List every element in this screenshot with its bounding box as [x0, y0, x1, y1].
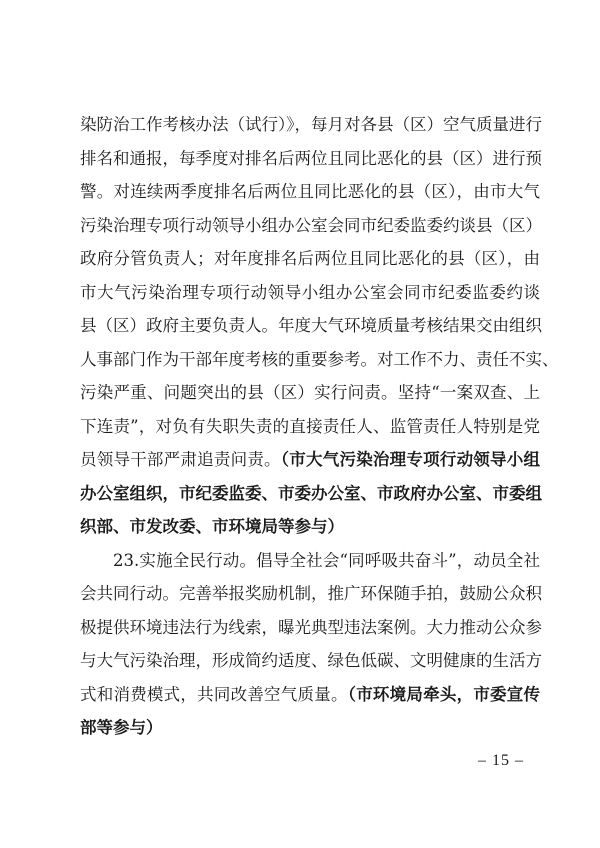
page-number: – 15 – [478, 752, 524, 769]
text-line [80, 611, 540, 645]
paragraph-text: 污染治理专项行动领导小组办公室会同市纪委监委约谈县（区） [80, 215, 542, 235]
text-line [80, 309, 540, 343]
text-line [80, 510, 540, 544]
paragraph-text: 市大气污染治理专项行动领导小组办公室会同市纪委监委约谈 [80, 282, 540, 302]
paragraph-text: 人事部门作为干部年度考核的重要参考。对工作不力、责任不实、 [80, 349, 559, 369]
text-line [80, 343, 559, 377]
text-line [80, 376, 540, 410]
text-line [80, 175, 540, 209]
paragraph-text: 政府分管负责人；对年度排名后两位且同比恶化的县（区），由 [80, 249, 540, 268]
paragraph-text: 员领导干部严肃追责问责。 [80, 450, 281, 469]
text-line [80, 142, 540, 176]
text-line [80, 443, 540, 477]
responsible-units-text: （市大气污染治理专项行动领导小组 [280, 450, 541, 469]
paragraph-text: 23.实施全民行动。倡导全社会“同呼吸共奋斗”，动员全社 [113, 550, 540, 570]
paragraph-text: 与大气污染治理，形成简约适度、绿色低碳、文明健康的生活方 [80, 651, 542, 670]
responsible-units-text: 织部、市发改委、市环境局等参与） [80, 517, 344, 536]
paragraph-text: 县（区）政府主要负责人。年度大气环境质量考核结果交由组织 [80, 316, 542, 335]
text-line [80, 209, 540, 243]
paragraph-text: 排名和通报，每季度对排名后两位且同比恶化的县（区）进行预 [80, 148, 542, 168]
text-line [80, 242, 540, 276]
paragraph-text: 式和消费模式，共同改善空气质量。 [80, 684, 348, 704]
text-line [80, 678, 540, 712]
responsible-units-text: 部等参与） [80, 718, 163, 737]
paragraph-text: 下连责”，对负有失职失责的直接责任人、监管责任人特别是党 [80, 416, 540, 436]
text-line [80, 711, 540, 745]
text-line [80, 477, 540, 511]
text-line [80, 577, 540, 611]
paragraph-text: 警。对连续两季度排名后两位且同比恶化的县（区），由市大气 [80, 182, 540, 201]
text-line [80, 644, 540, 678]
paragraph-text: 会共同行动。完善举报奖励机制，推广环保随手拍，鼓励公众积 [80, 584, 542, 603]
text-line [80, 410, 540, 444]
responsible-units-text: 办公室组织，市纪委监委、市委办公室、市政府办公室、市委组 [80, 483, 542, 503]
responsible-units-text: （市环境局牵头，市委宣传 [347, 684, 541, 704]
text-line [80, 276, 540, 310]
text-line [80, 108, 540, 142]
paragraph-text: 染防治工作考核办法（试行）》，每月对各县（区）空气质量进行 [80, 115, 542, 134]
document-body [80, 108, 559, 745]
paragraph-text: 极提供环境违法行为线索，曝光典型违法案例。大力推动公众参 [80, 617, 542, 637]
text-line [80, 544, 540, 578]
paragraph-text: 污染严重、问题突出的县（区）实行问责。坚持“一案双查、上 [80, 383, 540, 402]
